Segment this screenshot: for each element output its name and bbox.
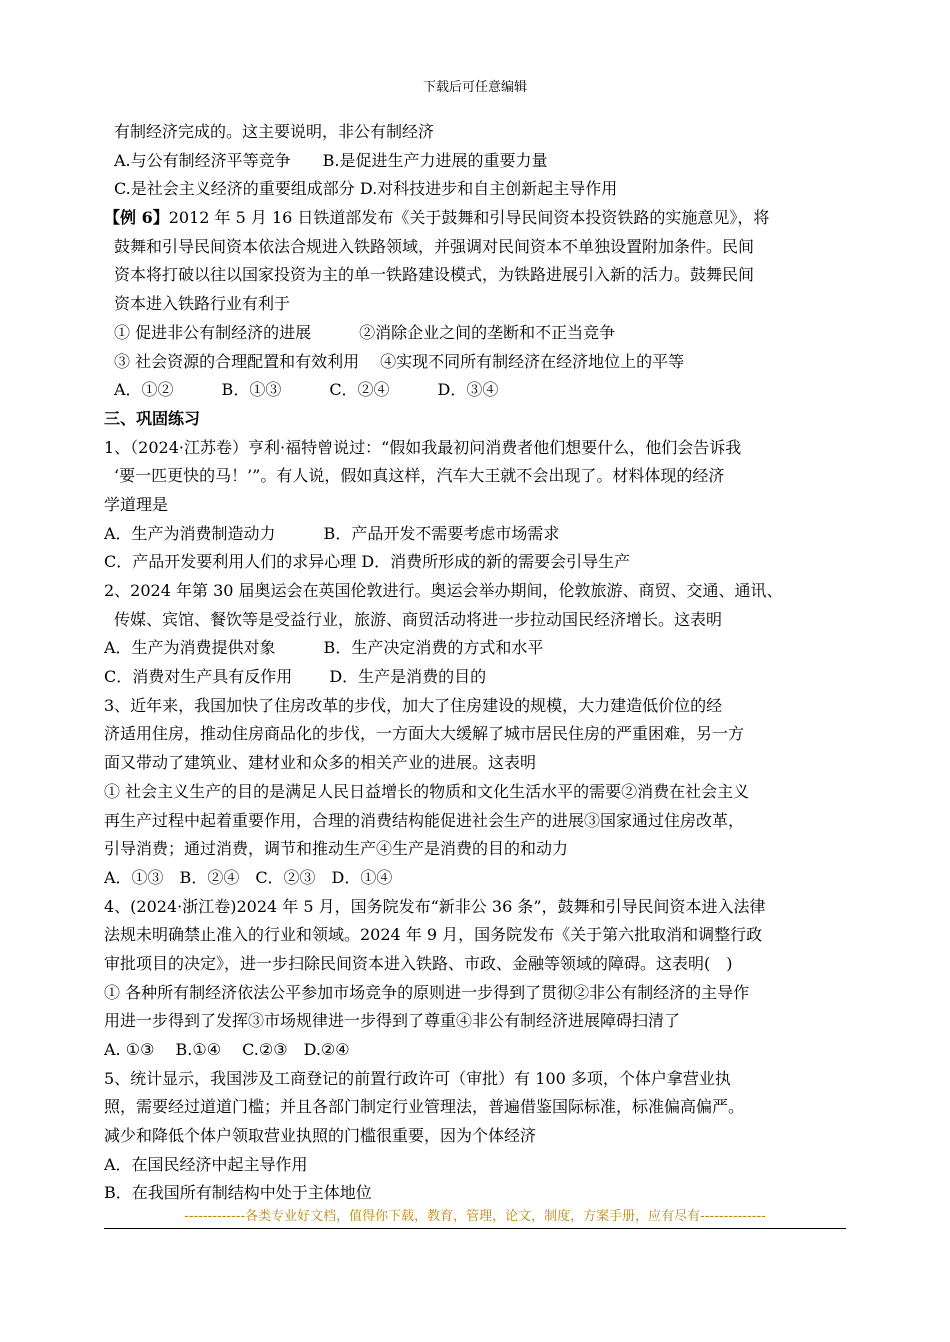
text-line xyxy=(104,692,864,721)
line-text: A．①③ B．②④ C．②③ D．①④ xyxy=(104,867,393,887)
line-text: C.是社会主义经济的重要组成部分 D.对科技进步和自主创新起主导作用 xyxy=(114,179,618,199)
line-text: 学道理是 xyxy=(104,494,169,514)
line-text: 1、（2024·江苏卷）亨利·福特曾说过：“假如我最初问消费者他们想要什么，他们会告诉我 xyxy=(104,437,742,457)
text-line xyxy=(104,548,864,577)
line-text: 4、(2024·浙江卷)2024 年 5 月，国务院发布“新非公 36 条”，鼓舞和引导民间资本进入法律 xyxy=(104,896,766,916)
line-text: ① 促进非公有制经济的进展 ②消除企业之间的垄断和不正当竞争 xyxy=(114,322,616,342)
line-text: 传媒、宾馆、餐饮等是受益行业，旅游、商贸活动将进一步拉动国民经济增长。这表明 xyxy=(114,609,723,629)
line-text: A．生产为消费制造动力 B．产品开发不需要考虑市场需求 xyxy=(104,523,560,543)
text-line xyxy=(104,175,864,204)
line-text: 面又带动了建筑业、建材业和众多的相关产业的进展。这表明 xyxy=(104,753,537,773)
text-line xyxy=(104,893,864,922)
text-line xyxy=(104,749,864,778)
line-text: ① 各种所有制经济依法公平参加市场竞争的原则进一步得到了贯彻②非公有制经济的主导作 xyxy=(104,982,750,1002)
document-body xyxy=(104,118,864,1208)
line-text: C．产品开发要利用人们的求异心理 D．消费所形成的新的需要会引导生产 xyxy=(104,552,631,572)
text-line xyxy=(104,807,864,836)
line-text: 3、近年来，我国加快了住房改革的步伐，加大了住房建设的规模，大力建造低价位的经 xyxy=(104,695,723,715)
text-line xyxy=(104,979,864,1008)
text-line xyxy=(104,204,864,233)
text-line xyxy=(104,118,864,147)
text-line xyxy=(104,1179,864,1208)
line-text: 资本进入铁路行业有利于 xyxy=(114,294,291,314)
bold-label: 三、巩固练习 xyxy=(104,408,201,428)
text-line xyxy=(104,1036,864,1065)
line-text: A．生产为消费提供对象 B．生产决定消费的方式和水平 xyxy=(104,638,544,658)
line-text: 2012 年 5 月 16 日铁道部发布《关于鼓舞和引导民间资本投资铁路的实施意见》，将 xyxy=(168,208,770,228)
line-text: 资本将打破以往以国家投资为主的单一铁路建设模式，为铁路进展引入新的活力。鼓舞民间 xyxy=(114,265,755,285)
text-line xyxy=(104,606,864,635)
text-line xyxy=(104,147,864,176)
text-line xyxy=(104,233,864,262)
line-text: ‘要一匹更快的马！’”。有人说，假如真这样，汽车大王就不会出现了。材料体现的经济 xyxy=(114,466,725,486)
line-text: A．在国民经济中起主导作用 xyxy=(104,1154,308,1174)
line-text: 法规未明确禁止准入的行业和领域。2024 年 9 月，国务院发布《关于第六批取消和调整行政 xyxy=(104,925,763,945)
line-text: ① 社会主义生产的目的是满足人民日益增长的物质和文化生活水平的需要②消费在社会主义 xyxy=(104,781,750,801)
text-line xyxy=(104,290,864,319)
text-line xyxy=(104,1151,864,1180)
text-line xyxy=(104,778,864,807)
text-line xyxy=(104,1065,864,1094)
text-line xyxy=(104,434,864,463)
line-text: 2、2024 年第 30 届奥运会在英国伦敦进行。奥运会举办期间，伦敦旅游、商贸、交通、通讯、 xyxy=(104,581,783,600)
bold-label: 【例 6】 xyxy=(104,208,169,228)
line-text: A. ①③ B.①④ C.②③ D.②④ xyxy=(104,1040,350,1059)
text-line xyxy=(104,520,864,549)
line-text: 有制经济完成的。这主要说明，非公有制经济 xyxy=(114,122,435,141)
line-text: A．①② B．①③ C．②④ D．③④ xyxy=(114,380,499,400)
text-line xyxy=(104,864,864,893)
line-text: 再生产过程中起着重要作用，合理的消费结构能促进社会生产的进展③国家通过住房改革， xyxy=(104,810,745,830)
text-line xyxy=(104,405,864,434)
line-text: A.与公有制经济平等竞争 B.是促进生产力进展的重要力量 xyxy=(114,150,548,170)
text-line xyxy=(104,921,864,950)
line-text: ③ 社会资源的合理配置和有效利用 ④实现不同所有制经济在经济地位上的平等 xyxy=(114,351,685,371)
text-line xyxy=(104,1007,864,1036)
page-header: 下载后可任意编辑 xyxy=(422,80,527,95)
text-line xyxy=(104,348,864,377)
text-line xyxy=(104,634,864,663)
text-line xyxy=(104,491,864,520)
text-line xyxy=(104,950,864,979)
text-line xyxy=(104,720,864,749)
line-text: 鼓舞和引导民间资本依法合规进入铁路领域，并强调对民间资本不单独设置附加条件。民间 xyxy=(114,236,755,256)
line-text: 济适用住房，推动住房商品化的步伐，一方面大大缓解了城市居民住房的严重困难，另一方 xyxy=(104,724,745,744)
line-text: 照，需要经过道道门槛；并且各部门制定行业管理法，普遍借鉴国际标准，标准偏高偏严。 xyxy=(104,1097,745,1117)
line-text: 引导消费；通过消费，调节和推动生产④生产是消费的目的和动力 xyxy=(104,839,569,859)
text-line xyxy=(104,462,864,491)
text-line xyxy=(104,663,864,692)
text-line xyxy=(104,376,864,405)
line-text: 审批项目的决定》，进一步扫除民间资本进入铁路、市政、金融等领域的障碍。这表明( ) xyxy=(104,953,733,973)
footer-rule xyxy=(104,1228,846,1229)
text-line xyxy=(104,1093,864,1122)
line-text: 5、统计显示，我国涉及工商登记的前置行政许可（审批）有 100 多项，个体户拿营业执 xyxy=(104,1068,731,1088)
text-line xyxy=(104,835,864,864)
text-line xyxy=(104,261,864,290)
line-text: B．在我国所有制结构中处于主体地位 xyxy=(104,1183,372,1203)
line-text: 减少和降低个体户领取营业执照的门槛很重要，因为个体经济 xyxy=(104,1126,537,1146)
line-text: 用进一步得到了发挥③市场规律进一步得到了尊重④非公有制经济进展障碍扫清了 xyxy=(104,1011,681,1031)
text-line xyxy=(104,577,864,606)
text-line xyxy=(104,319,864,348)
text-line xyxy=(104,1122,864,1151)
line-text: C．消费对生产具有反作用 D．生产是消费的目的 xyxy=(104,667,487,687)
page-footer: -------------各类专业好文档，值得你下载，教育，管理，论文，制度，方案手册，应有尽有-------------- xyxy=(184,1209,766,1224)
